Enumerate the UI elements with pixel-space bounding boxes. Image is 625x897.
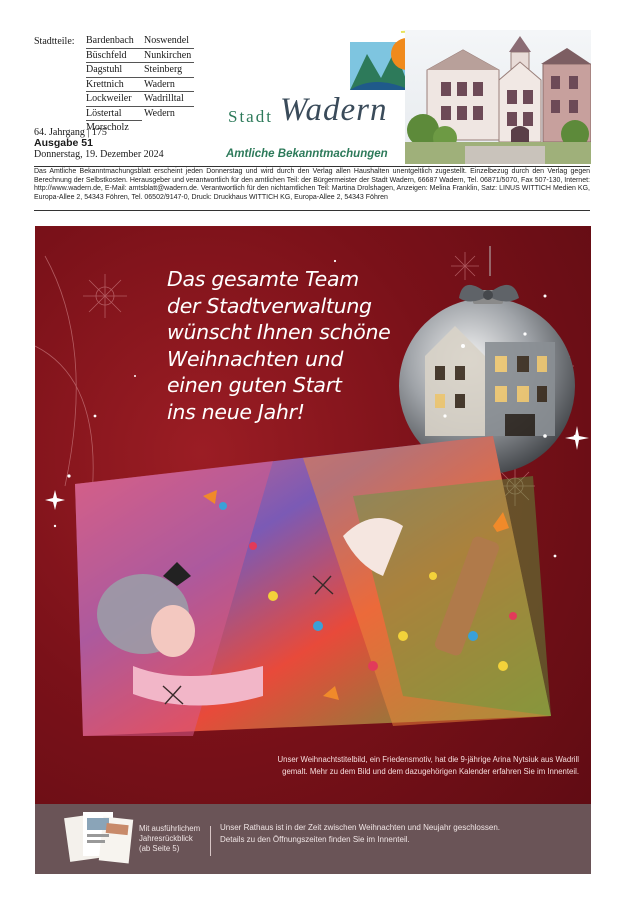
title-wadern: Wadern bbox=[280, 92, 388, 128]
newspaper-stack-icon bbox=[63, 806, 135, 872]
issue-date: Donnerstag, 19. Dezember 2024 bbox=[34, 149, 164, 160]
publication-subtitle: Amtliche Bekanntmachungen bbox=[226, 148, 388, 160]
greeting-line: einen guten Start bbox=[167, 373, 342, 397]
district-item: Bardenbach bbox=[86, 34, 142, 49]
district-item: Lockweiler bbox=[86, 92, 142, 107]
header-rule bbox=[34, 166, 590, 167]
caption-line: Unser Weihnachtstitelbild, ein Friedensmotiv, hat die 9-jährige Arina Nytsiuk aus Wadrill bbox=[277, 755, 579, 764]
office-closure-note bbox=[220, 822, 520, 845]
childrens-painting-image bbox=[73, 436, 553, 736]
yearly-review-note bbox=[139, 824, 219, 854]
greeting-line: Weihnachten und bbox=[167, 346, 344, 371]
masthead-imprint: Das Amtliche Bekanntmachungsblatt erscheint jeden Donnerstag und wird durch den Verlag allen Haushalten unentgeltlich zugestellt. Einzelbezug durch den Verlag gegen Berechnung der Selbstkosten. Herausgeber und verantwortlich für den amtlichen Teil: der Bürgermeister der Stadt Wadern, 66687 Wadern, Tel. 06871/5070, Fax 507-130, Internet: http://www.wadern.de, E-Mail: amtsblatt@wadern.de. Verantwortlich für den nichtamtlichen Teil: Martina Drolshagen, Anzeigen: Melina Franklin, Satz: LINUS WITTICH Medien KG, Europa-Allee 2, 54343 Föhren, Tel. 06502/9147-0, Druck: Druckhaus WITTICH KG, Europa-Allee 2, 54343 Föhren bbox=[34, 168, 590, 201]
footer-left-line: Mit ausführlichem bbox=[139, 824, 201, 833]
greeting-line: wünscht Ihnen schöne bbox=[167, 320, 391, 344]
town-hall-photo bbox=[405, 30, 591, 164]
district-item: Löstertal bbox=[86, 107, 142, 122]
district-item: Morscholz bbox=[86, 122, 129, 133]
footer-left-line: (ab Seite 5) bbox=[139, 844, 180, 853]
district-item: Wedern bbox=[144, 107, 175, 119]
issue-info bbox=[34, 127, 164, 160]
issue-number: Ausgabe 51 bbox=[34, 137, 93, 149]
greeting-line: Das gesamte Team bbox=[167, 267, 359, 291]
title-stadt: Stadt bbox=[228, 107, 273, 126]
masthead-rule bbox=[34, 210, 590, 211]
districts-list-col1 bbox=[34, 34, 142, 135]
footer-left-line: Jahresrückblick bbox=[139, 834, 193, 843]
footer-divider bbox=[210, 826, 211, 856]
district-item: Wadrilltal bbox=[142, 92, 194, 107]
district-item: Krettnich bbox=[86, 78, 142, 93]
district-item: Dagstuhl bbox=[86, 63, 142, 78]
district-item: Steinberg bbox=[142, 63, 194, 78]
greeting-line: ins neue Jahr! bbox=[167, 399, 305, 424]
christmas-cover bbox=[35, 226, 591, 874]
greeting-line: der Stadtverwaltung bbox=[167, 293, 372, 318]
district-item: Wadern bbox=[142, 78, 194, 93]
cover-caption bbox=[199, 754, 579, 777]
christmas-greeting bbox=[167, 266, 397, 425]
district-item: Noswendel bbox=[142, 34, 194, 49]
districts-list-col2 bbox=[142, 34, 194, 120]
district-item: Büschfeld bbox=[86, 49, 142, 64]
footer-right-line: Unser Rathaus ist in der Zeit zwischen Weihnachten und Neujahr geschlossen. bbox=[220, 823, 500, 832]
districts-label: Stadtteile: bbox=[34, 36, 75, 47]
caption-line: gemalt. Mehr zu dem Bild und dem dazugehörigen Kalender erfahren Sie im Innenteil. bbox=[282, 766, 579, 776]
district-item: Nunkirchen bbox=[142, 49, 194, 64]
volume-label: 64. Jahrgang | 175 bbox=[34, 127, 107, 138]
footer-right-line: Details zu den Öffnungszeiten finden Sie im Innenteil. bbox=[220, 834, 410, 844]
